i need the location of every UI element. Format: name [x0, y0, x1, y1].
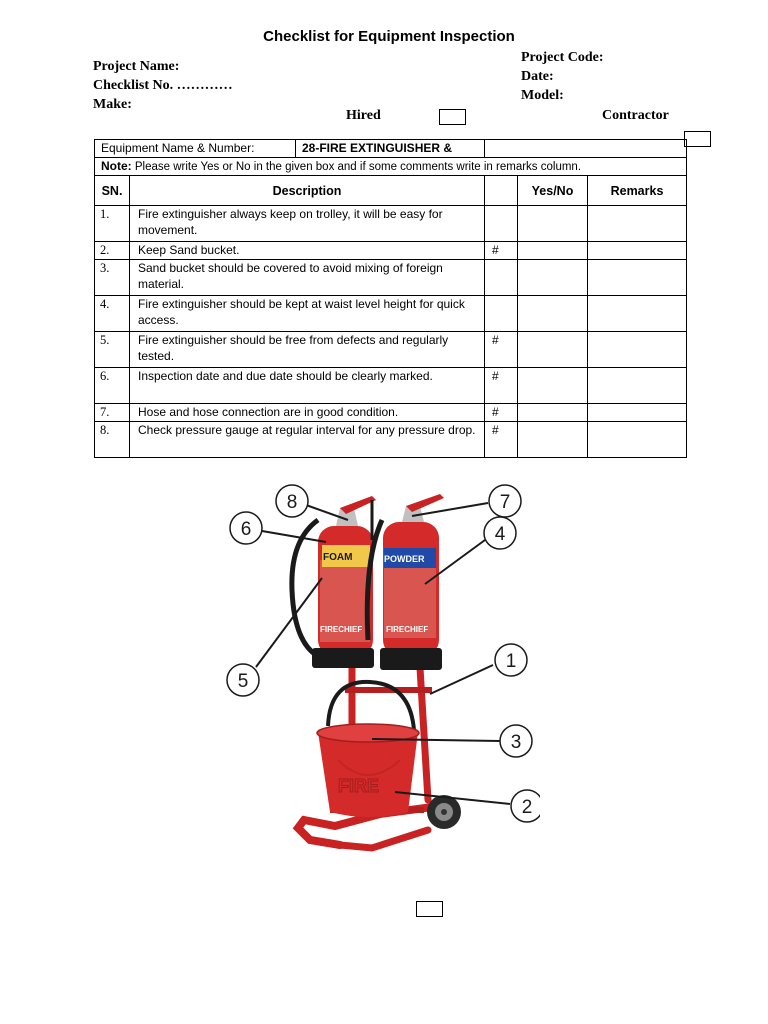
- callout-8-label: 8: [286, 492, 298, 513]
- row-mark: #: [485, 242, 518, 260]
- row-description: Hose and hose connection are in good condition.: [130, 404, 485, 422]
- row-sn: 8.: [95, 422, 130, 458]
- project-code-label: Project Code:: [521, 50, 604, 65]
- note-row: [95, 158, 687, 176]
- brand-right: FIRECHIEF: [386, 625, 429, 634]
- callout-6: [230, 512, 262, 544]
- table-row: [95, 404, 687, 422]
- equipment-blank: [485, 140, 687, 158]
- powder-label: POWDER: [384, 554, 425, 564]
- row-sn: 5.: [95, 332, 130, 368]
- brand-left: FIRECHIEF: [320, 625, 363, 634]
- row-description: Fire extinguisher should be kept at waist level height for quick access.: [130, 296, 485, 332]
- row-mark: #: [485, 368, 518, 404]
- table-row: [95, 242, 687, 260]
- yes-no-cell[interactable]: [518, 260, 588, 296]
- row-description: Fire extinguisher should be free from defects and regularly tested.: [130, 332, 485, 368]
- yes-no-cell[interactable]: [518, 422, 588, 458]
- row-description: Sand bucket should be covered to avoid mixing of foreign material.: [130, 260, 485, 296]
- yes-no-cell[interactable]: [518, 206, 588, 242]
- row-sn: 7.: [95, 404, 130, 422]
- row-description: Fire extinguisher always keep on trolley, it will be easy for movement.: [130, 206, 485, 242]
- col-header-description: Description: [130, 176, 485, 206]
- table-row: [95, 296, 687, 332]
- note-text: Please write Yes or No in the given box and if some comments write in remarks column.: [131, 161, 582, 173]
- col-header-mark: [485, 176, 518, 206]
- yes-no-cell[interactable]: [518, 368, 588, 404]
- row-mark: [485, 206, 518, 242]
- checklist-no-label: Checklist No. …………: [93, 78, 233, 93]
- table-row: [95, 260, 687, 296]
- bucket-text: FIRE: [338, 776, 380, 796]
- row-mark: [485, 296, 518, 332]
- row-sn: 4.: [95, 296, 130, 332]
- callout-4: [484, 517, 516, 549]
- note-label: Note:: [101, 159, 132, 173]
- make-label: Make:: [93, 97, 132, 112]
- remarks-cell[interactable]: [588, 206, 687, 242]
- table-row: [95, 368, 687, 404]
- remarks-cell[interactable]: [588, 404, 687, 422]
- table-header-row: [95, 176, 687, 206]
- bottom-checkbox[interactable]: [416, 901, 443, 917]
- row-sn: 6.: [95, 368, 130, 404]
- table-row: [95, 422, 687, 458]
- callout-4-label: 4: [494, 524, 506, 545]
- contractor-checkbox[interactable]: [684, 131, 711, 147]
- remarks-cell[interactable]: [588, 368, 687, 404]
- equipment-value: 28-FIRE EXTINGUISHER &: [302, 141, 453, 155]
- yes-no-cell[interactable]: [518, 404, 588, 422]
- equipment-cell: [95, 140, 485, 158]
- row-sn: 3.: [95, 260, 130, 296]
- callout-3: [500, 725, 532, 757]
- remarks-cell[interactable]: [588, 296, 687, 332]
- foam-label: FOAM: [323, 552, 353, 563]
- callout-7-label: 7: [499, 492, 511, 513]
- row-description: Inspection date and due date should be clearly marked.: [130, 368, 485, 404]
- model-label: Model:: [521, 88, 564, 103]
- sand-bucket: [317, 682, 419, 817]
- equipment-divider: [295, 139, 296, 158]
- trolley-wheel: [427, 795, 461, 829]
- note-cell: [95, 158, 687, 176]
- callout-8: [276, 485, 308, 517]
- row-mark: #: [485, 422, 518, 458]
- callout-6-label: 6: [240, 519, 252, 540]
- col-header-remarks: Remarks: [588, 176, 687, 206]
- remarks-cell[interactable]: [588, 242, 687, 260]
- document-title: Checklist for Equipment Inspection: [263, 28, 515, 45]
- hired-checkbox[interactable]: [439, 109, 466, 125]
- extinguisher-left: [292, 496, 376, 668]
- equipment-label: Equipment Name & Number:: [101, 141, 255, 155]
- checklist-table: [94, 139, 687, 458]
- yes-no-cell[interactable]: [518, 332, 588, 368]
- remarks-cell[interactable]: [588, 332, 687, 368]
- row-description: Keep Sand bucket.: [130, 242, 485, 260]
- yes-no-cell[interactable]: [518, 296, 588, 332]
- callout-2-label: 2: [521, 797, 533, 818]
- row-sn: 2.: [95, 242, 130, 260]
- extinguisher-right: [367, 494, 444, 670]
- equipment-row: [95, 140, 687, 158]
- callout-3-label: 3: [510, 732, 522, 753]
- callout-5-label: 5: [237, 671, 249, 692]
- callout-7: [489, 485, 521, 517]
- row-mark: #: [485, 404, 518, 422]
- row-mark: [485, 260, 518, 296]
- remarks-cell[interactable]: [588, 422, 687, 458]
- col-header-sn: SN.: [95, 176, 130, 206]
- table-row: [95, 206, 687, 242]
- date-label: Date:: [521, 69, 554, 84]
- callout-5: [227, 664, 259, 696]
- fire-extinguisher-trolley-illustration: [220, 480, 540, 870]
- row-mark: #: [485, 332, 518, 368]
- table-row: [95, 332, 687, 368]
- callout-1: [495, 644, 527, 676]
- callout-1-label: 1: [505, 651, 517, 672]
- project-name-label: Project Name:: [93, 59, 180, 74]
- row-description: Check pressure gauge at regular interval for any pressure drop.: [130, 422, 485, 458]
- col-header-yes-no: Yes/No: [518, 176, 588, 206]
- callout-2: [511, 790, 540, 822]
- row-sn: 1.: [95, 206, 130, 242]
- hired-label: Hired: [346, 108, 381, 123]
- contractor-label: Contractor: [602, 108, 669, 123]
- yes-no-cell[interactable]: [518, 242, 588, 260]
- remarks-cell[interactable]: [588, 260, 687, 296]
